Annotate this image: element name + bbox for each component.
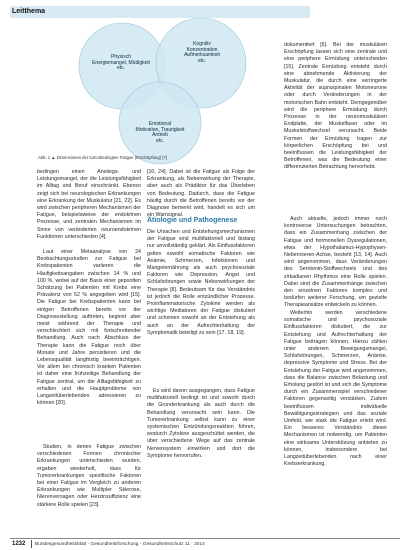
footer-separator — [31, 540, 32, 548]
journal-citation: Bundesgesundheitsblatt - Gesundheitsforschung - Gesundheitsschutz 11 · 2014 — [35, 542, 205, 547]
text-column-middle — [147, 169, 255, 519]
section-header-band — [10, 6, 310, 18]
text-column-right — [284, 42, 387, 534]
label-kognitiv-line3: etc. — [197, 57, 207, 64]
label-physisch-title: Physisch — [110, 54, 131, 60]
label-kognitiv-title: Kognitiv — [193, 41, 211, 47]
fatigue-dimensions-figure — [36, 31, 281, 151]
paragraph: dokumentiert [6]. Bei der muskulären Erschöpfung lassen sich eine zentrale und eine periphere Ermüdung unterscheiden [15]. Zentrale Ermüdung entsteht durch eine abnehmende Aktivierung der Muskulatur, die durch eine verringerte Aktivität der supraspinalen Motoneurone oder durch Veränderungen in der motorischen Bahn entsteht. Demgegenüber wird die periphere Ermüdung durch Prozesse in der neuromuskulären Endplatte, der Muskelfaser oder im Muskelstoffwechsel verursacht. Beide Formen der Ermüdung tragen zur körperlichen Erschöpfung bei und beeinflussen die Leistungsfähigkeit der Betroffenen, was die Bedeutung einer differenzierten Betrachtung hervorhebt. — [284, 42, 387, 171]
paragraph: [10, 24]. Dabei ist die Fatigue als Folge der Erkrankung, als Nebenwirkung der Therapie, aber auch als Prädiktor für das Überleben von Bedeutung. Dadurch, dass die Fatigue häufig durch die Betroffenen bereits vor der Diagnose bemerkt wird, handelt es sich um ein Warnsignal. — [147, 169, 255, 219]
footer-rule — [10, 538, 400, 539]
label-kognitiv — [162, 42, 242, 64]
label-emotional-line1: Motivation, Traurigkeit — [135, 126, 185, 133]
section-heading: Ätiologie und Pathogenese — [147, 217, 238, 224]
label-emotional-line2: Antrieb — [152, 132, 168, 138]
page-number: 1232 — [12, 541, 26, 547]
label-physisch-line1: Energiemangel, Müdigkeit — [92, 59, 150, 66]
paragraph: Die Ursachen und Entstehungsmechanismen der Fatigue sind multifaktoriell und bislang nur unvollständig geklärt. Als Einflussfaktoren gelten sowohl somatische Faktoren wie Anämie, Schmerzen, Infektionen und Mangelernährung als auch psychosoziale Faktoren wie Depression, Angst und Schlafstörungen sowie Nebenwirkungen der Therapie [8]. Bedeutsam für das Verständnis ist jedoch die Rolle entzündlicher Prozesse. Proinflammatorische Zytokine werden als wichtige Mediatoren der Fatigue diskutiert und scheinen sowohl an der Entstehung als auch an der Aufrechterhaltung der Symptomatik beteiligt zu sein [17, 18, 19]. — [147, 229, 255, 336]
text-column-left — [37, 169, 141, 531]
paragraph: Auch aktuelle, jedoch immer noch kontroverse Untersuchungen betrachten, dass ein Zusammenhang zwischen der Fatigue und hormonellen Dysregulationen, etwa der Hypothalamus-Hypophysen-Nebennieren-Achse, besteht [13, 14]. Auch wird angenommen, dass Veränderungen des Serotonin-Stoffwechsels und des zirkadianen Rhythmus eine Rolle spielen. Dabei sind die Zusammenhänge zwischen den einzelnen Faktoren komplex und bedürfen weiterer Forschung, um gezielte Therapieansätze entwickeln zu können. — [284, 216, 387, 309]
label-emotional-title: Emotional — [148, 121, 172, 127]
label-emotional-line3: etc. — [155, 137, 165, 144]
label-kognitiv-line2: Aufmerksamkeit — [184, 52, 220, 58]
paragraph: Studien, in denen Fatigue zwischen verschiedenen Formen chronischer Erkrankungen unterschieden wurden, ergaben wiederholt, dass für Tumorerkrankungen spezifische Faktoren bei einer Fatigue im Vergleich zu anderen Erkrankungen wie Multipler Sklerose, Nierenversagen oder Herzinsuffizienz eine stärkere Rolle spielen [23]. — [37, 444, 141, 508]
paragraph: Weiterhin werden verschiedene somatische und psychosoziale Einflussfaktoren diskutiert, die zur Entstehung und Aufrechterhaltung der Fatigue beitragen können. Hierzu zählen unter anderem Bewegungsmangel, Schlafstörungen, Schmerzen, Anämie, depressive Symptome und Stress. Bei der Entstehung der Fatigue wird angenommen, dass die Balance zwischen Belastung und Erholung gestört ist und sich die Symptome durch ein Zusammenspiel verschiedener Faktoren gegenseitig verstärken. Zudem beeinflussen individuelle Bewältigungsstrategien und das soziale Umfeld, wie stark die Fatigue erlebt wird. Ein besseres Verständnis dieser Mechanismen ist notwendig, um Patienten eine wirksame Unterstützung anbieten zu können, insbesondere bei Langzeitüberlebenden nach einer Krebserkrankung. — [284, 310, 387, 468]
label-physisch-line2: etc. — [116, 65, 126, 71]
paragraph: Laut einer Metaanalyse von 24 Beobachtungsstudien zur Fatigue bei Krebspatienten variieren die Häufigkeitsangaben zwischen 14 % und 100 %, wobei auf der Basis einer gepoolten Schätzung bei Patienten mit Krebs eine Prävalenz von 52 % angegeben wird [15]. Die Fatigue bei Krebspatienten kann bei einigen Betroffenen bereits vor der Diagnosestellung auftreten, beginnt aber meist während der Therapie und verschlechtert sich mit fortschreitender Behandlung. Auch nach Abschluss der Therapie kann die Fatigue noch über Monate und Jahre persistieren und die Lebensqualität langfristig beeinträchtigen. Vor allem bei chronisch kranken Patienten ist daher eine frühzeitige Behandlung der Fatigue zentral, um die Alltagsfähigkeit zu erhalten und die Hauptprobleme von Langzeitüberlebenden adressieren zu können [20]. — [37, 249, 141, 407]
paragraph: Es wird davon ausgegangen, dass Fatigue multifaktoriell bedingt ist und sowohl durch die Grunderkrankung als auch durch die Behandlung verursacht sein kann. Die Tumorerkrankung selbst kann zu einer systemischen Entzündungsreaktion führen, wodurch Zytokine ausgeschüttet werden, die über verschiedene Wege auf das zentrale Nervensystem einwirken und dort die Symptome hervorrufen. — [147, 388, 255, 459]
figure-caption: Abb. 1 ▲ Dimensionen der tumorbedingten Fatigue (Erschöpfung) [7] — [38, 155, 167, 160]
section-label: Leitthema — [12, 8, 46, 15]
paragraph: bedingen einen Anstiegs- und Leistungsmangel, der die Leistungsfähigkeit im Alltag und Beruf einschränkt. Ebenso zeigt sich bei neurologischen Erkrankungen eine Erkrankung der Muskulatur [21, 22]. Es wird zwischen peripheren Mechanismen der Fatigue, beispielsweise der endokrinen Prozesse, und zentralen Mechanismen im Sinne von veränderten neuroendokrinen Funktionen unterschieden [4]. — [37, 169, 141, 240]
label-kognitiv-line1: Konzentration — [186, 46, 218, 53]
label-emotional — [122, 122, 198, 144]
label-physisch — [82, 55, 160, 72]
